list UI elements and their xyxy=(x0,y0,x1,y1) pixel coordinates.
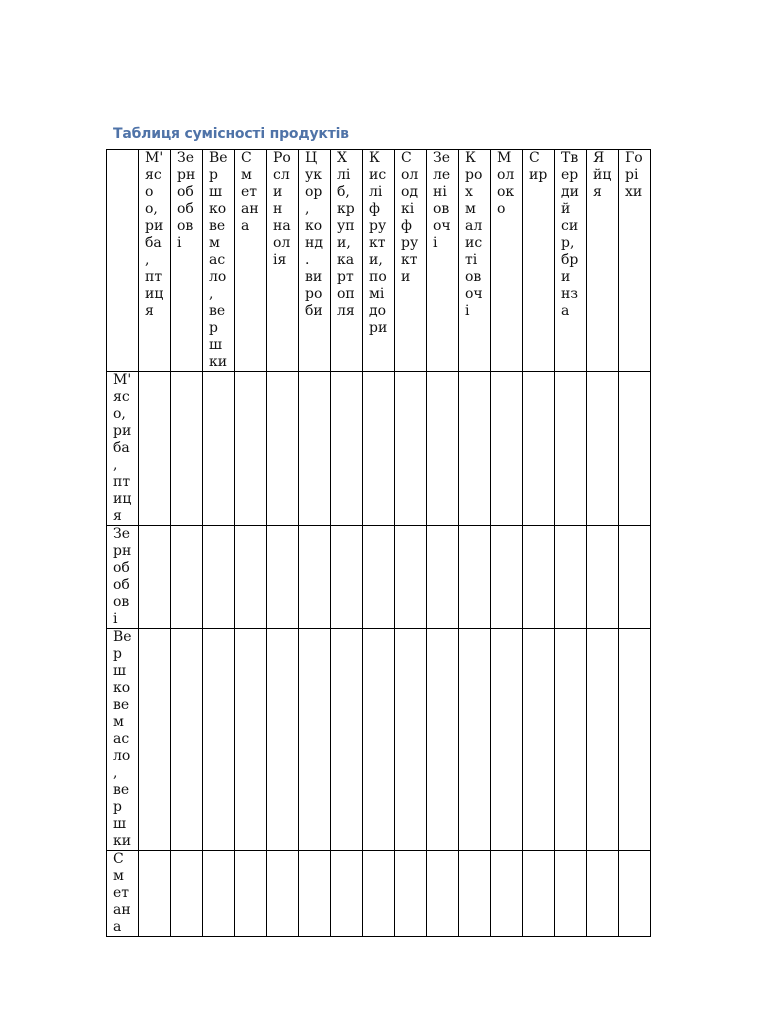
table-cell[interactable] xyxy=(235,629,267,851)
cell-text-line: ук xyxy=(305,167,322,183)
cell-text-line: С xyxy=(241,150,252,166)
cell-text-line: ис xyxy=(465,235,483,251)
cell-text-line: кр xyxy=(337,201,355,217)
table-row xyxy=(107,851,651,937)
cell-text-line: йц xyxy=(593,167,612,183)
cell-text-line: м xyxy=(241,167,252,183)
table-cell[interactable] xyxy=(139,372,171,526)
cell-text-line: і xyxy=(177,235,182,251)
cell-text-line: ве xyxy=(113,697,130,713)
table-cell[interactable] xyxy=(331,851,363,937)
table-cell[interactable] xyxy=(523,851,555,937)
header-row xyxy=(107,150,651,372)
cell-text-line: ор xyxy=(305,184,323,200)
cell-text-line: ру xyxy=(401,235,419,251)
cell-text-line: ки xyxy=(209,354,228,370)
cell-text-line: ш xyxy=(209,337,223,353)
table-cell[interactable] xyxy=(203,372,235,526)
cell-text-line: сл xyxy=(273,167,290,183)
cell-text-line: , xyxy=(305,201,310,217)
cell-text-line: пт xyxy=(145,269,163,285)
cell-text-line: я xyxy=(145,303,154,319)
cell-text-line: ов xyxy=(113,594,130,610)
column-header xyxy=(267,150,299,372)
cell-text-line: ол xyxy=(401,167,419,183)
row-header xyxy=(107,372,139,526)
cell-text-line: ясо xyxy=(145,167,162,200)
cell-text-line: м xyxy=(113,868,124,884)
cell-text-line: ир xyxy=(529,167,548,183)
column-header xyxy=(523,150,555,372)
cell-text-line: ло xyxy=(113,748,131,764)
cell-text-line: ет xyxy=(113,885,130,901)
cell-text-line: б, xyxy=(337,184,350,200)
cell-text-line: р, xyxy=(561,235,575,251)
cell-text-line: уп xyxy=(337,218,355,234)
table-cell[interactable] xyxy=(203,851,235,937)
column-header xyxy=(203,150,235,372)
table-cell[interactable] xyxy=(427,851,459,937)
cell-text-line: ні xyxy=(433,184,447,200)
cell-text-line: х xyxy=(465,184,473,200)
cell-text-line: М' xyxy=(113,372,132,388)
cell-text-line: , xyxy=(209,286,214,302)
cell-text-line: а xyxy=(561,303,570,319)
cell-text-line: м xyxy=(113,714,124,730)
cell-text-line: Зе xyxy=(113,526,131,542)
cell-text-line: иц xyxy=(113,491,132,507)
table-cell[interactable] xyxy=(363,851,395,937)
cell-text-line: и, xyxy=(337,235,351,251)
cell-text-line: о xyxy=(497,201,506,217)
table-cell[interactable] xyxy=(619,629,651,851)
table-cell[interactable] xyxy=(203,526,235,629)
cell-text-line: хи xyxy=(625,184,643,200)
table-cell[interactable] xyxy=(299,372,331,526)
column-header xyxy=(619,150,651,372)
cell-text-line: н xyxy=(273,201,283,217)
cell-text-line: пт xyxy=(113,474,131,490)
table-cell[interactable] xyxy=(555,526,587,629)
table-row xyxy=(107,526,651,629)
corner-cell xyxy=(107,150,139,372)
cell-text-line: ве xyxy=(209,303,226,319)
cell-text-line: и xyxy=(401,269,411,285)
column-header xyxy=(299,150,331,372)
cell-text-line: иц xyxy=(145,286,164,302)
cell-text-line: м xyxy=(465,201,476,217)
table-cell[interactable] xyxy=(523,629,555,851)
table-cell[interactable] xyxy=(171,629,203,851)
page-title: Таблиця сумісності продуктів xyxy=(113,126,349,142)
cell-text-line: и xyxy=(273,184,283,200)
cell-text-line: ко xyxy=(209,201,227,217)
column-header xyxy=(587,150,619,372)
cell-text-line: на xyxy=(273,218,291,234)
table-cell[interactable] xyxy=(171,526,203,629)
table-cell[interactable] xyxy=(459,372,491,526)
cell-text-line: . xyxy=(305,252,310,268)
cell-text-line: лі xyxy=(369,184,383,200)
table-cell[interactable] xyxy=(363,372,395,526)
cell-text-line: і xyxy=(113,611,118,627)
table-cell[interactable] xyxy=(299,629,331,851)
column-header xyxy=(395,150,427,372)
cell-text-line: і xyxy=(433,235,438,251)
table-cell[interactable] xyxy=(427,629,459,851)
cell-text-line: по xyxy=(369,269,387,285)
column-header xyxy=(171,150,203,372)
row-header xyxy=(107,629,139,851)
table-cell[interactable] xyxy=(523,526,555,629)
table-cell[interactable] xyxy=(395,372,427,526)
cell-text-line: рн xyxy=(113,543,132,559)
cell-text-line: К xyxy=(465,150,476,166)
cell-text-line: , xyxy=(113,765,118,781)
table-cell[interactable] xyxy=(395,851,427,937)
table-cell[interactable] xyxy=(427,526,459,629)
cell-text-line: ф xyxy=(369,201,380,217)
cell-text-line: ле xyxy=(433,167,451,183)
table-cell[interactable] xyxy=(139,629,171,851)
cell-text-line: р xyxy=(113,646,122,662)
cell-text-line: М' xyxy=(145,150,164,166)
cell-text-line: С xyxy=(113,851,124,867)
cell-text-line: р xyxy=(113,799,122,815)
cell-text-line: об xyxy=(113,577,130,593)
cell-text-line: мі xyxy=(369,286,385,302)
cell-text-line: би xyxy=(305,303,323,319)
table-cell[interactable] xyxy=(331,372,363,526)
cell-text-line: ет xyxy=(241,184,258,200)
cell-text-line: ри xyxy=(145,218,164,234)
cell-text-line: об xyxy=(177,184,194,200)
column-header xyxy=(235,150,267,372)
cell-text-line: рн xyxy=(177,167,196,183)
table-cell[interactable] xyxy=(491,372,523,526)
table-cell[interactable] xyxy=(587,372,619,526)
table-cell[interactable] xyxy=(171,372,203,526)
table-cell[interactable] xyxy=(267,851,299,937)
cell-text-line: нз xyxy=(561,286,578,302)
cell-text-line: р xyxy=(209,167,218,183)
table-cell[interactable] xyxy=(459,851,491,937)
cell-text-line: рі xyxy=(625,167,639,183)
table-cell[interactable] xyxy=(235,851,267,937)
cell-text-line: Ве xyxy=(113,629,132,645)
cell-text-line: яс xyxy=(113,389,130,405)
cell-text-line: ов xyxy=(177,218,194,234)
cell-text-line: ко xyxy=(305,218,323,234)
cell-text-line: , xyxy=(145,252,150,268)
table-cell[interactable] xyxy=(459,629,491,851)
column-header xyxy=(459,150,491,372)
cell-text-line: ш xyxy=(113,663,127,679)
cell-text-line: а xyxy=(241,218,250,234)
table-cell[interactable] xyxy=(331,629,363,851)
cell-text-line: ія xyxy=(273,252,287,268)
table-cell[interactable] xyxy=(619,851,651,937)
cell-text-line: ка xyxy=(337,252,355,268)
cell-text-line: й xyxy=(561,201,571,217)
cell-text-line: ис xyxy=(369,167,387,183)
table-cell[interactable] xyxy=(587,851,619,937)
table-cell[interactable] xyxy=(587,629,619,851)
cell-text-line: нд xyxy=(305,235,323,251)
table-cell[interactable] xyxy=(555,629,587,851)
cell-text-line: ок xyxy=(497,184,515,200)
table-cell[interactable] xyxy=(427,372,459,526)
cell-text-line: ро xyxy=(465,167,483,183)
cell-text-line: об xyxy=(113,560,130,576)
cell-text-line: ро xyxy=(305,286,323,302)
cell-text-line: ас xyxy=(209,252,226,268)
cell-text-line: я xyxy=(113,508,122,524)
cell-text-line: Ро xyxy=(273,150,291,166)
table-cell[interactable] xyxy=(363,526,395,629)
table-cell[interactable] xyxy=(363,629,395,851)
table-cell[interactable] xyxy=(491,526,523,629)
table-cell[interactable] xyxy=(555,851,587,937)
cell-text-line: ве xyxy=(209,218,226,234)
row-header xyxy=(107,851,139,937)
cell-text-line: ри xyxy=(369,320,388,336)
cell-text-line: ан xyxy=(113,902,131,918)
cell-text-line: ля xyxy=(337,303,355,319)
cell-text-line: си xyxy=(561,218,579,234)
table-cell[interactable] xyxy=(299,526,331,629)
table-cell[interactable] xyxy=(395,526,427,629)
cell-text-line: ер xyxy=(561,167,579,183)
cell-text-line: я xyxy=(593,184,602,200)
cell-text-line: о, xyxy=(113,406,126,422)
column-header xyxy=(331,150,363,372)
cell-text-line: оп xyxy=(337,286,355,302)
cell-text-line: ол xyxy=(273,235,291,251)
cell-text-line: ш xyxy=(209,184,223,200)
cell-text-line: рт xyxy=(337,269,354,285)
cell-text-line: ди xyxy=(561,184,579,200)
column-header xyxy=(363,150,395,372)
cell-text-line: Тв xyxy=(561,150,579,166)
cell-text-line: оч xyxy=(433,218,451,234)
table-cell[interactable] xyxy=(235,372,267,526)
table-cell[interactable] xyxy=(267,526,299,629)
cell-text-line: Х xyxy=(337,150,347,166)
cell-text-line: об xyxy=(177,201,194,217)
table-cell[interactable] xyxy=(619,526,651,629)
cell-text-line: С xyxy=(401,150,412,166)
cell-text-line: о, xyxy=(145,201,158,217)
cell-text-line: і xyxy=(465,303,470,319)
cell-text-line: ов xyxy=(433,201,450,217)
cell-text-line: ба xyxy=(145,235,162,251)
cell-text-line: лі xyxy=(337,167,351,183)
cell-text-line: ри xyxy=(113,423,132,439)
table-cell[interactable] xyxy=(299,851,331,937)
table-cell[interactable] xyxy=(203,629,235,851)
cell-text-line: ас xyxy=(113,731,130,747)
cell-text-line: ан xyxy=(241,201,259,217)
compatibility-table xyxy=(106,149,651,937)
cell-text-line: оч xyxy=(465,286,483,302)
cell-text-line: ті xyxy=(465,252,478,268)
cell-text-line: и xyxy=(561,269,571,285)
table-cell[interactable] xyxy=(331,526,363,629)
cell-text-line: , xyxy=(113,457,118,473)
cell-text-line: ф xyxy=(401,218,412,234)
cell-text-line: Я xyxy=(593,150,605,166)
table-cell[interactable] xyxy=(587,526,619,629)
row-header xyxy=(107,526,139,629)
cell-text-line: Зе xyxy=(433,150,451,166)
cell-text-line: Зе xyxy=(177,150,195,166)
column-header xyxy=(555,150,587,372)
table-cell[interactable] xyxy=(171,851,203,937)
table-row xyxy=(107,372,651,526)
cell-text-line: кі xyxy=(401,201,415,217)
table-cell[interactable] xyxy=(395,629,427,851)
table-cell[interactable] xyxy=(555,372,587,526)
cell-text-line: м xyxy=(209,235,220,251)
cell-text-line: ов xyxy=(465,269,482,285)
cell-text-line: К xyxy=(369,150,380,166)
column-header xyxy=(491,150,523,372)
cell-text-line: ве xyxy=(113,782,130,798)
table-cell[interactable] xyxy=(523,372,555,526)
column-header xyxy=(427,150,459,372)
cell-text-line: од xyxy=(401,184,419,200)
table-cell[interactable] xyxy=(267,372,299,526)
cell-text-line: ко xyxy=(113,680,131,696)
cell-text-line: Ве xyxy=(209,150,228,166)
table-cell[interactable] xyxy=(235,526,267,629)
column-header xyxy=(139,150,171,372)
table-cell[interactable] xyxy=(139,526,171,629)
cell-text-line: а xyxy=(113,919,122,935)
cell-text-line: бр xyxy=(561,252,579,268)
cell-text-line: Ц xyxy=(305,150,318,166)
cell-text-line: Го xyxy=(625,150,643,166)
cell-text-line: кт xyxy=(401,252,418,268)
table-cell[interactable] xyxy=(491,629,523,851)
cell-text-line: М xyxy=(497,150,512,166)
cell-text-line: ки xyxy=(113,833,132,849)
table-cell[interactable] xyxy=(491,851,523,937)
table-cell[interactable] xyxy=(267,629,299,851)
cell-text-line: ру xyxy=(369,218,387,234)
cell-text-line: ба xyxy=(113,440,130,456)
cell-text-line: ал xyxy=(465,218,483,234)
table-cell[interactable] xyxy=(459,526,491,629)
cell-text-line: ви xyxy=(305,269,323,285)
cell-text-line: кт xyxy=(369,235,386,251)
cell-text-line: р xyxy=(209,320,218,336)
table-cell[interactable] xyxy=(619,372,651,526)
table-cell[interactable] xyxy=(139,851,171,937)
cell-text-line: ол xyxy=(497,167,515,183)
cell-text-line: ло xyxy=(209,269,227,285)
cell-text-line: до xyxy=(369,303,387,319)
cell-text-line: ш xyxy=(113,816,127,832)
table-row xyxy=(107,629,651,851)
cell-text-line: и, xyxy=(369,252,383,268)
cell-text-line: С xyxy=(529,150,540,166)
